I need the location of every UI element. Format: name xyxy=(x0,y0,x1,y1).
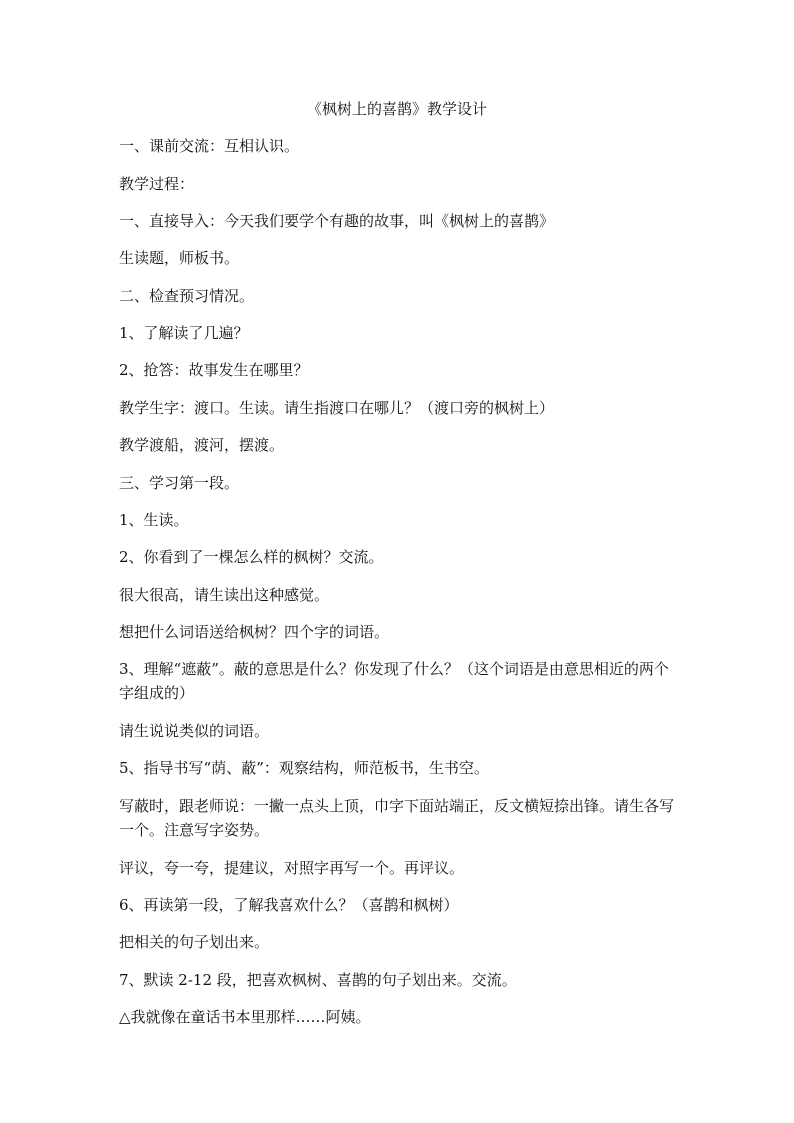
paragraph-item-1: 1、了解读了几遍？ xyxy=(119,324,249,342)
paragraph-ferry-words: 教学渡船，渡河，摆渡。 xyxy=(119,436,285,454)
paragraph-direct-intro: 一、直接导入：今天我们要学个有趣的故事，叫《枫树上的喜鹊》 xyxy=(119,212,555,230)
paragraph-maple-question: 2、你看到了一棵怎么样的枫树？交流。 xyxy=(119,548,384,566)
paragraph-teaching-process: 教学过程： xyxy=(119,175,195,193)
paragraph-evaluate: 评议，夸一夸，提建议，对照字再写一个。再评议。 xyxy=(119,859,465,877)
paragraph-new-words: 教学生字：渡口。生读。请生指渡口在哪儿？（渡口旁的枫树上） xyxy=(119,399,555,417)
paragraph-student-read: 1、生读。 xyxy=(119,511,189,529)
paragraph-understand-zhebi: 3、理解“遮蔽”。蔽的意思是什么？你发现了什么？（这个词语是由意思相近的两个字组成的） xyxy=(119,660,669,702)
paragraph-reread-first: 6、再读第一段，了解我喜欢什么？（喜鹊和枫树） xyxy=(119,896,459,914)
paragraph-tall-feeling: 很大很高，请生读出这种感觉。 xyxy=(119,586,330,604)
paragraph-check-preview: 二、检查预习情况。 xyxy=(119,287,255,305)
paragraph-section-three: 三、学习第一段。 xyxy=(119,474,240,492)
paragraph-fairy-tale: △我就像在童话书本里那样……阿姨。 xyxy=(119,1008,371,1026)
document-title: 《枫树上的喜鹊》教学设计 xyxy=(306,100,487,118)
paragraph-similar-words: 请生说说类似的词语。 xyxy=(119,722,270,740)
paragraph-writing-bi: 写蔽时，跟老师说：一撇一点头上顶，巾字下面站端正，反文横短捺出锋。请生各写一个。注意写字姿势。 xyxy=(119,797,675,839)
paragraph-pre-class-exchange: 一、课前交流：互相认识。 xyxy=(119,137,300,155)
paragraph-mark-sentences: 把相关的句子划出来。 xyxy=(119,933,270,951)
paragraph-read-title: 生读题，师板书。 xyxy=(119,249,240,267)
paragraph-silent-read: 7、默读 2-12 段，把喜欢枫树、喜鹊的句子划出来。交流。 xyxy=(119,971,517,989)
paragraph-four-char-words: 想把什么词语送给枫树？四个字的词语。 xyxy=(119,623,390,641)
paragraph-writing-guide: 5、指导书写“荫、蔽”：观察结构，师范板书，生书空。 xyxy=(119,759,489,777)
paragraph-item-2: 2、抢答：故事发生在哪里？ xyxy=(119,361,309,379)
